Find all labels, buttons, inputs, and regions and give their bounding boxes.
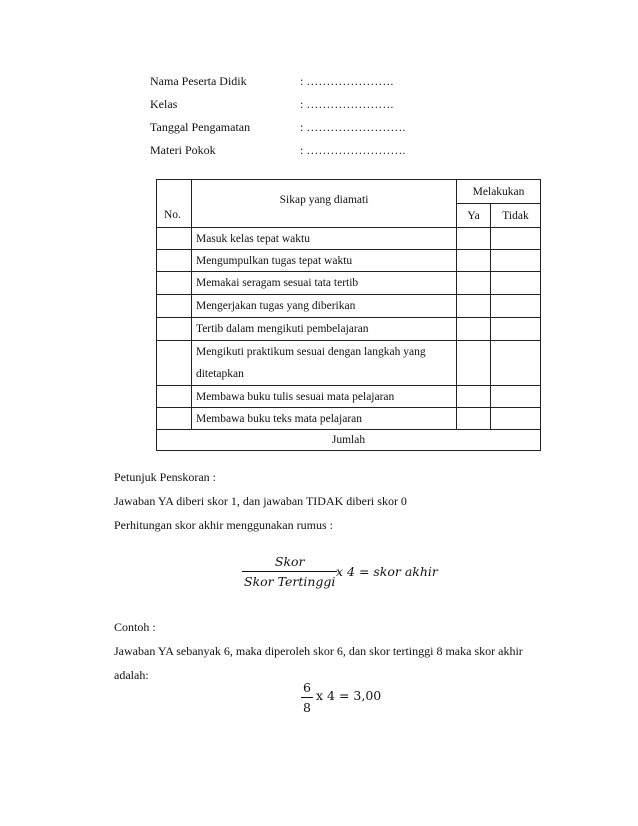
example-heading: Contoh :: [114, 620, 156, 634]
example-rhs: x 4 = 3,00: [316, 688, 382, 703]
identity-value: : ………………….: [300, 97, 394, 111]
table-row: [157, 318, 541, 341]
example-denominator: 8: [301, 697, 313, 715]
formula-fraction: [242, 554, 337, 589]
identity-label: Tanggal Pengamatan: [150, 120, 251, 134]
row-sikap-cell: Mengumpulkan tugas tepat waktu: [191, 250, 456, 272]
row-tidak-cell: [491, 228, 541, 250]
row-no-cell: [157, 250, 192, 272]
identity-value: : ………………….: [300, 74, 394, 88]
row-no-cell: [157, 295, 192, 318]
table-row: [157, 228, 541, 250]
scoring-heading: Petunjuk Penskoran :: [114, 470, 216, 484]
table-row: [157, 408, 541, 430]
example-text: Jawaban YA sebanyak 6, maka diperoleh skor 6, dan skor tertinggi 8 maka skor akhir: [114, 644, 523, 658]
row-tidak-cell: [491, 341, 541, 386]
header-ya: Ya: [457, 204, 491, 228]
table-row: [157, 272, 541, 295]
row-tidak-cell: [491, 250, 541, 272]
row-ya-cell: [457, 386, 491, 408]
row-tidak-cell: [491, 386, 541, 408]
total-label: Jumlah: [157, 430, 541, 451]
row-ya-cell: [457, 408, 491, 430]
identity-label: Materi Pokok: [150, 143, 216, 157]
identity-value: : …………………….: [300, 120, 406, 134]
table-row: [157, 386, 541, 408]
scoring-rule: Jawaban YA diberi skor 1, dan jawaban TIDAK diberi skor 0: [114, 494, 407, 508]
example-fraction: [301, 680, 313, 715]
row-no-cell: [157, 408, 192, 430]
row-ya-cell: [457, 341, 491, 386]
row-ya-cell: [457, 250, 491, 272]
row-sikap-cell: Mengerjakan tugas yang diberikan: [191, 295, 456, 318]
row-sikap-line: ditetapkan: [195, 368, 244, 380]
row-no-cell: [157, 341, 192, 386]
header-no: No.: [157, 180, 192, 228]
example-numerator: 6: [303, 680, 311, 695]
row-no-cell: [157, 386, 192, 408]
row-ya-cell: [457, 318, 491, 341]
identity-label: Kelas: [150, 97, 178, 111]
row-tidak-cell: [491, 318, 541, 341]
formula-numerator: Skor: [274, 554, 305, 569]
row-sikap-cell: [191, 341, 456, 386]
row-sikap-line: Mengikuti praktikum sesuai dengan langkah yang: [195, 346, 426, 358]
row-tidak-cell: [491, 272, 541, 295]
scoring-formula-intro: Perhitungan skor akhir menggunakan rumus :: [114, 518, 333, 532]
row-sikap-cell: Memakai seragam sesuai tata tertib: [191, 272, 456, 295]
row-tidak-cell: [491, 295, 541, 318]
row-tidak-cell: [491, 408, 541, 430]
table-row: [157, 250, 541, 272]
total-row: [157, 430, 541, 451]
formula-rhs: x 4 = skor akhir: [336, 564, 438, 579]
header-sikap: Sikap yang diamati: [191, 180, 456, 228]
observation-table: [156, 179, 541, 451]
row-ya-cell: [457, 228, 491, 250]
row-ya-cell: [457, 272, 491, 295]
formula-denominator: Skor Tertinggi: [242, 571, 337, 589]
row-sikap-cell: Membawa buku tulis sesuai mata pelajaran: [191, 386, 456, 408]
row-no-cell: [157, 272, 192, 295]
identity-value: : …………………….: [300, 143, 406, 157]
header-melakukan: Melakukan: [457, 180, 541, 204]
table-row: [157, 295, 541, 318]
row-sikap-cell: Membawa buku teks mata pelajaran: [191, 408, 456, 430]
row-no-cell: [157, 318, 192, 341]
table-row: [157, 341, 541, 386]
row-sikap-cell: Tertib dalam mengikuti pembelajaran: [191, 318, 456, 341]
row-no-cell: [157, 228, 192, 250]
example-text-cont: adalah:: [114, 668, 149, 682]
identity-label: Nama Peserta Didik: [150, 74, 247, 88]
header-tidak: Tidak: [491, 204, 541, 228]
row-sikap-cell: Masuk kelas tepat waktu: [191, 228, 456, 250]
row-ya-cell: [457, 295, 491, 318]
